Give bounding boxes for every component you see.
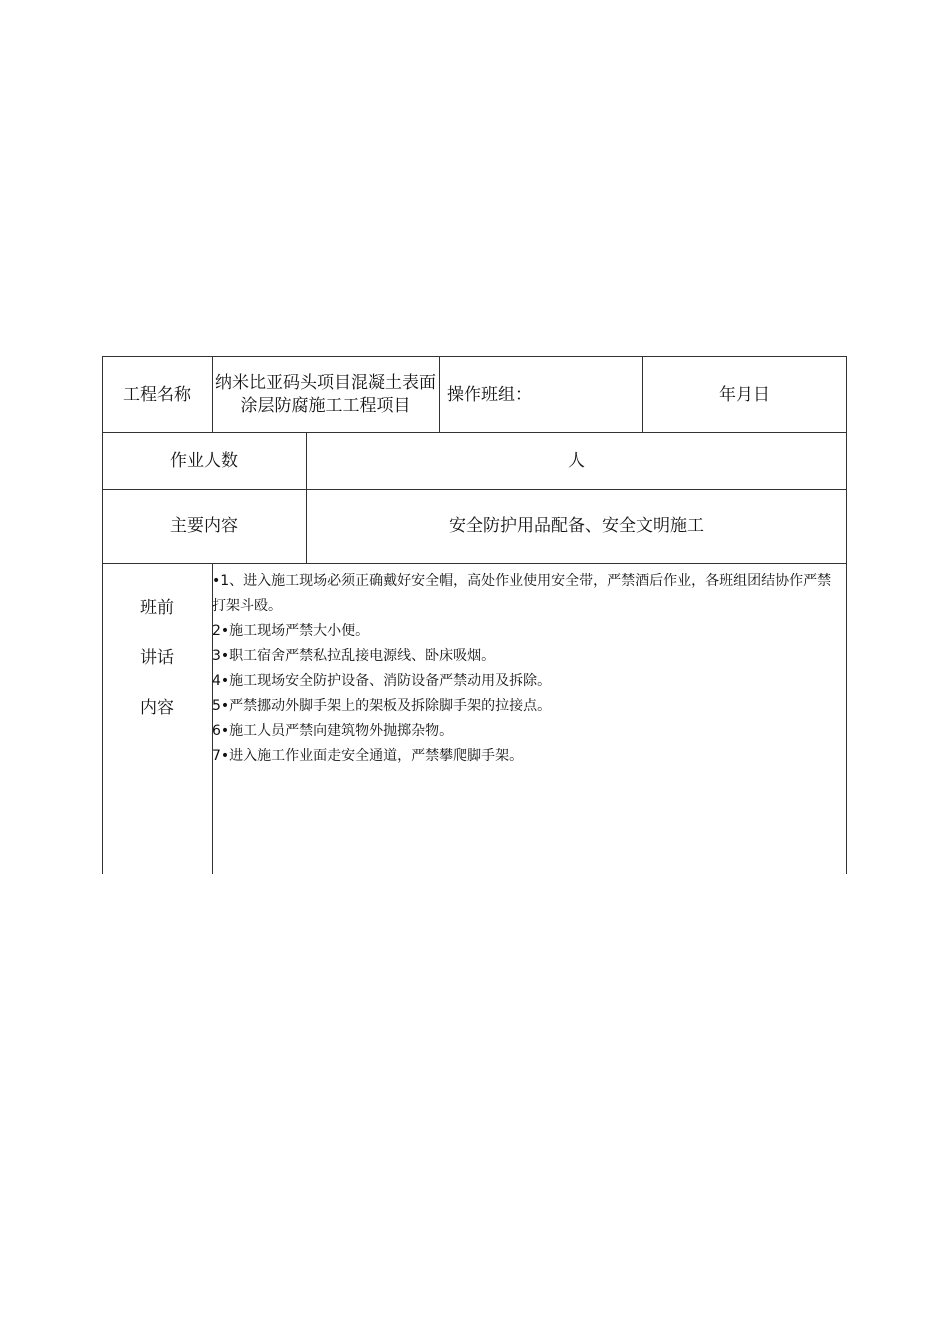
safety-rule-6: 6•施工人员严禁向建筑物外抛掷杂物。 [212,723,454,739]
safety-rule-2: 2•施工现场严禁大小便。 [212,623,370,639]
main-content-value: 安全防护用品配备、安全文明施工 [449,516,704,536]
briefing-label-line-2: 讲话 [140,648,174,668]
safety-rule-1: •1、进入施工现场必须正确戴好安全帽，高处作业使用安全带，严禁酒后作业，各班组团结协作严禁打架斗殴。 [212,573,832,614]
briefing-label [102,563,212,753]
safety-rule-7: 7•进入施工作业面走安全通道，严禁攀爬脚手架。 [212,748,524,764]
date-label: 年月日 [719,384,770,405]
briefing-label-line-1: 班前 [140,598,174,618]
team-label: 操作班组： [447,384,532,405]
main-content-label: 主要内容 [170,516,238,536]
row-divider-3 [102,563,847,564]
workers-count-label: 作业人数 [170,450,238,471]
project-name-label: 工程名称 [123,384,191,405]
briefing-label-line-3: 内容 [140,698,174,718]
safety-rule-5: 5•严禁挪动外脚手架上的架板及拆除脚手架的拉接点。 [212,698,552,714]
pre-shift-briefing-form [102,356,847,874]
workers-count-value: 人 [568,450,585,471]
safety-rules-list [212,569,844,769]
safety-rule-4: 4•施工现场安全防护设备、消防设备严禁动用及拆除。 [212,673,552,689]
project-name-value: 纳米比亚码头项目混凝土表面涂层防腐施工工程项目 [215,372,436,416]
safety-rule-3: 3•职工宿舍严禁私拉乱接电源线、卧床吸烟。 [212,648,496,664]
